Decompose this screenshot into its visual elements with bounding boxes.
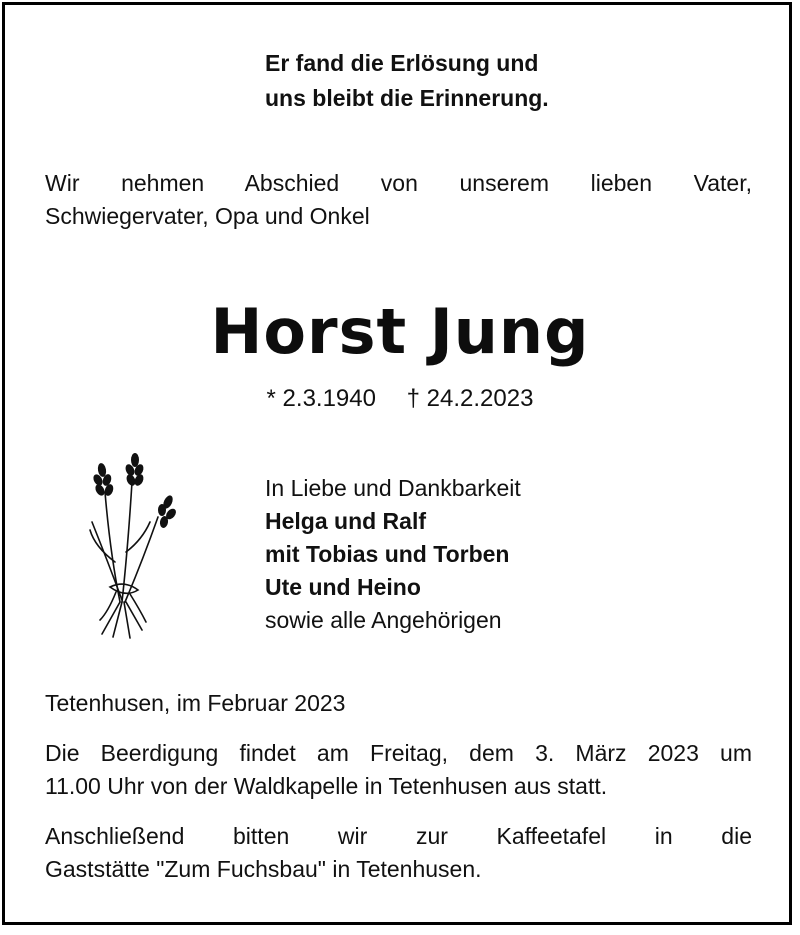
deceased-name: Horst Jung	[210, 295, 590, 368]
funeral-line-1: Die Beerdigung findet am Freitag, dem 3. März 2023 um	[45, 740, 752, 766]
signatories-closing: sowie alle Angehörigen	[265, 607, 502, 633]
motto-line-2: uns bleibt die Erinnerung.	[265, 85, 549, 111]
place-date: Tetenhusen, im Februar 2023	[45, 690, 346, 716]
funeral-line-2: 11.00 Uhr von der Waldkapelle in Tetenhusen aus statt.	[45, 773, 608, 799]
signatory-name: mit Tobias und Torben	[265, 541, 510, 567]
wheat-sheaf-icon	[80, 452, 190, 642]
birth-date: * 2.3.1940	[266, 385, 376, 412]
death-date: † 24.2.2023	[406, 385, 534, 412]
intro-line-2: Schwiegervater, Opa und Onkel	[45, 203, 370, 229]
reception-line-2: Gaststätte "Zum Fuchsbau" in Tetenhusen.	[45, 856, 482, 882]
motto-line-1: Er fand die Erlösung und	[265, 50, 539, 76]
signatory-name: Ute und Heino	[265, 574, 421, 600]
intro-line-1: Wir nehmen Abschied von unserem lieben Vater,	[45, 170, 752, 196]
signatory-name: Helga und Ralf	[265, 508, 427, 534]
reception-line-1: Anschließend bitten wir zur Kaffeetafel in die	[45, 823, 752, 849]
signatories-intro: In Liebe und Dankbarkeit	[265, 475, 521, 501]
life-dates	[0, 385, 800, 413]
